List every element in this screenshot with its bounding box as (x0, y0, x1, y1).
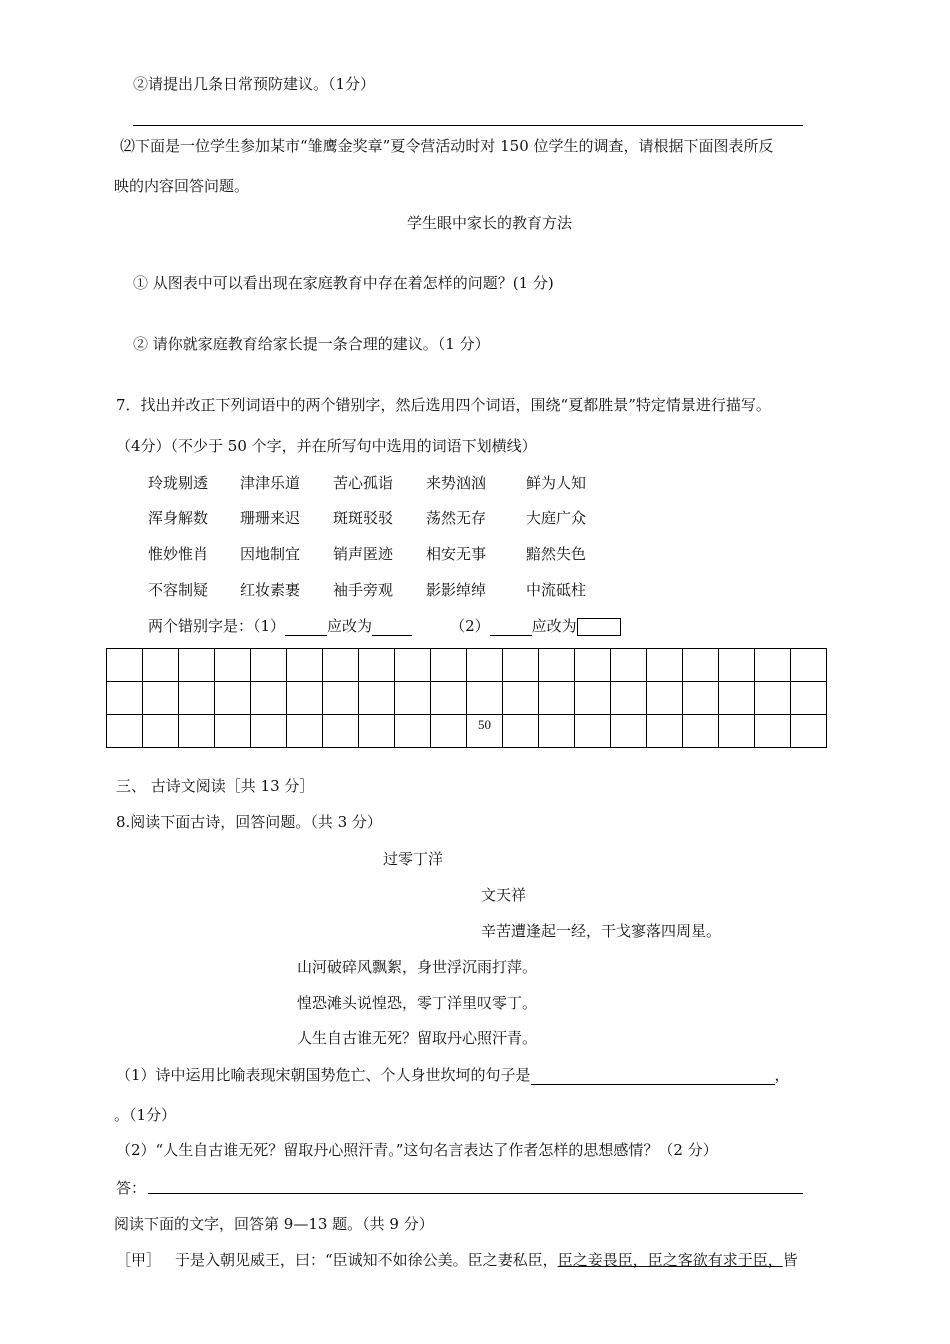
grid-row (107, 649, 827, 682)
grid-cell-50[interactable] (467, 715, 503, 748)
grid-cell[interactable] (143, 715, 179, 748)
grid-cell[interactable] (395, 715, 431, 748)
poem-line: 惶恐滩头说惶恐，零丁洋里叹零丁。 (297, 994, 538, 1012)
error-label-2: （2） (450, 617, 490, 635)
grid-cell[interactable] (683, 649, 719, 682)
grid-cell[interactable] (539, 649, 575, 682)
poem-line: 人生自古谁无死？留取丹心照汗青。 (297, 1029, 538, 1047)
grid-cell[interactable] (791, 649, 827, 682)
grid-cell[interactable] (143, 649, 179, 682)
grid-row (107, 715, 827, 748)
passage-text: 于是入朝见威王，曰：“臣诚知不如徐公美。臣之妻私臣， (175, 1251, 558, 1269)
grid-cell[interactable] (251, 649, 287, 682)
grid-cell[interactable] (755, 649, 791, 682)
word-row (148, 544, 586, 564)
q6-part2-item1: ① 从图表中可以看出现在家庭教育中存在着怎样的问题？(1 分) (133, 274, 554, 292)
word: 袖手旁观 (333, 581, 394, 599)
word: 大庭广众 (526, 509, 587, 527)
word: 不容制疑 (148, 581, 209, 599)
grid-cell[interactable] (251, 715, 287, 748)
q6-part2-line1: ⑵下面是一位学生参加某市“雏鹰金奖章”夏令营活动时对 150 位学生的调查，请根据下面图表所反 (120, 137, 774, 155)
grid-cell[interactable] (719, 649, 755, 682)
poem-author: 文天祥 (481, 886, 527, 904)
answer-label: 答： (116, 1179, 147, 1197)
poem-line: 山河破碎风飘絮，身世浮沉雨打萍。 (297, 958, 538, 976)
grid-cell[interactable] (539, 715, 575, 748)
grid-cell[interactable] (611, 682, 647, 715)
grid-cell[interactable] (287, 649, 323, 682)
grid-cell[interactable] (539, 682, 575, 715)
grid-cell[interactable] (359, 649, 395, 682)
error-fix-line (148, 616, 621, 636)
grid-cell[interactable] (107, 682, 143, 715)
grid-cell[interactable] (179, 682, 215, 715)
grid-cell[interactable] (431, 649, 467, 682)
q8-sub1-tail: 。（1分） (114, 1106, 177, 1124)
grid-cell[interactable] (683, 682, 719, 715)
grid-cell[interactable] (359, 682, 395, 715)
section3-title: 三、 古诗文阅读［共 13 分］ (116, 777, 315, 795)
answer-line-q8-2[interactable] (148, 1193, 803, 1194)
grid-cell[interactable] (287, 715, 323, 748)
grid-cell[interactable] (395, 649, 431, 682)
grid-cell[interactable] (215, 715, 251, 748)
q8-sub1 (116, 1065, 790, 1085)
grid-cell[interactable] (575, 649, 611, 682)
grid-cell[interactable] (431, 682, 467, 715)
q8-sub1-text: （1）诗中运用比喻表现宋朝国势危亡、个人身世坎坷的句子是 (116, 1066, 531, 1084)
grid-cell[interactable] (791, 682, 827, 715)
word: 津津乐道 (240, 474, 301, 492)
grid-cell[interactable] (179, 649, 215, 682)
should-be-2: 应改为 (531, 617, 577, 635)
grid-cell[interactable] (719, 715, 755, 748)
grid-cell[interactable] (431, 715, 467, 748)
word: 红妆素裹 (240, 581, 301, 599)
grid-cell[interactable] (467, 682, 503, 715)
word: 相安无事 (426, 545, 487, 563)
grid-cell[interactable] (323, 649, 359, 682)
grid-cell[interactable] (647, 715, 683, 748)
grid-cell[interactable] (251, 682, 287, 715)
should-be-1: 应改为 (327, 617, 373, 635)
grid-cell[interactable] (143, 682, 179, 715)
word-row (148, 508, 586, 528)
fix-blank-1[interactable] (372, 619, 412, 636)
grid-cell[interactable] (791, 715, 827, 748)
chart-caption: 学生眼中家长的教育方法 (407, 214, 573, 232)
q9-intro: 阅读下面的文字，回答第 9—13 题。（共 9 分） (114, 1215, 434, 1233)
grid-cell[interactable] (179, 715, 215, 748)
answer-line-q6-1 (133, 125, 803, 126)
grid-cell[interactable] (359, 715, 395, 748)
q8-sub1-comma: ， (774, 1066, 790, 1084)
word: 惟妙惟肖 (148, 545, 209, 563)
word: 中流砥柱 (526, 581, 587, 599)
grid-cell[interactable] (647, 649, 683, 682)
grid-cell[interactable] (611, 715, 647, 748)
error-blank-1[interactable] (285, 619, 327, 636)
grid-cell[interactable] (215, 649, 251, 682)
grid-cell[interactable] (683, 715, 719, 748)
grid-cell[interactable] (503, 682, 539, 715)
passage-text-end: 皆 (782, 1251, 798, 1269)
grid-cell[interactable] (575, 682, 611, 715)
q7-line2: （4分）（不少于 50 个字，并在所写句中选用的词语下划横线） (116, 437, 537, 455)
word: 玲珑剔透 (148, 474, 209, 492)
q8-intro: 8.阅读下面古诗，回答问题。（共 3 分） (116, 813, 382, 831)
q6-part2-line2: 映的内容回答问题。 (114, 177, 250, 195)
fix-box-2[interactable] (577, 618, 621, 636)
passage-jia (116, 1250, 798, 1270)
grid-cell[interactable] (467, 649, 503, 682)
grid-cell[interactable] (503, 715, 539, 748)
word: 荡然无存 (426, 509, 487, 527)
grid-cell[interactable] (323, 682, 359, 715)
poem-line: 辛苦遭逢起一经，干戈寥落四周星。 (481, 922, 722, 940)
word-row (148, 473, 586, 493)
q7-line1: 7．找出并改正下列词语中的两个错别字，然后选用四个词语，围绕“夏都胜景”特定情景进行描写。 (116, 396, 771, 414)
word: 鲜为人知 (526, 474, 587, 492)
grid-cell[interactable] (503, 649, 539, 682)
grid-cell[interactable] (323, 715, 359, 748)
grid-count-marker: 50 (478, 717, 491, 732)
word: 来势汹汹 (426, 474, 487, 492)
grid-cell[interactable] (575, 715, 611, 748)
grid-cell[interactable] (107, 649, 143, 682)
writing-grid[interactable] (106, 648, 827, 748)
word: 黯然失色 (526, 545, 587, 563)
word: 影影绰绰 (426, 581, 487, 599)
grid-row (107, 682, 827, 715)
grid-cell[interactable] (287, 682, 323, 715)
passage-underlined: 臣之妾畏臣，臣之客欲有求于臣， (557, 1251, 783, 1269)
word: 苦心孤诣 (333, 474, 394, 492)
word-row (148, 580, 586, 600)
q6-part2-item2: ② 请你就家庭教育给家长提一条合理的建议。（1 分） (133, 335, 490, 353)
q6-part1-item2: ②请提出几条日常预防建议。（1分） (133, 75, 376, 93)
grid-cell[interactable] (755, 682, 791, 715)
grid-cell[interactable] (395, 682, 431, 715)
answer-blank-q8-1[interactable] (531, 1068, 775, 1085)
error-blank-2[interactable] (490, 619, 532, 636)
q8-sub2: （2）“人生自古谁无死？留取丹心照汗青。”这句名言表达了作者怎样的思想感情？（2 分） (116, 1141, 718, 1159)
error-label-1: 两个错别字是：（1） (148, 617, 286, 635)
passage-label: ［甲］ (116, 1251, 162, 1269)
word: 浑身解数 (148, 509, 209, 527)
grid-cell[interactable] (215, 682, 251, 715)
grid-cell[interactable] (107, 715, 143, 748)
word: 斑斑驳驳 (333, 509, 394, 527)
word: 珊珊来迟 (240, 509, 301, 527)
grid-cell[interactable] (611, 649, 647, 682)
grid-cell[interactable] (647, 682, 683, 715)
grid-cell[interactable] (755, 715, 791, 748)
grid-cell[interactable] (719, 682, 755, 715)
poem-title: 过零丁洋 (383, 850, 444, 868)
word: 因地制宜 (240, 545, 301, 563)
word: 销声匿迹 (333, 545, 394, 563)
